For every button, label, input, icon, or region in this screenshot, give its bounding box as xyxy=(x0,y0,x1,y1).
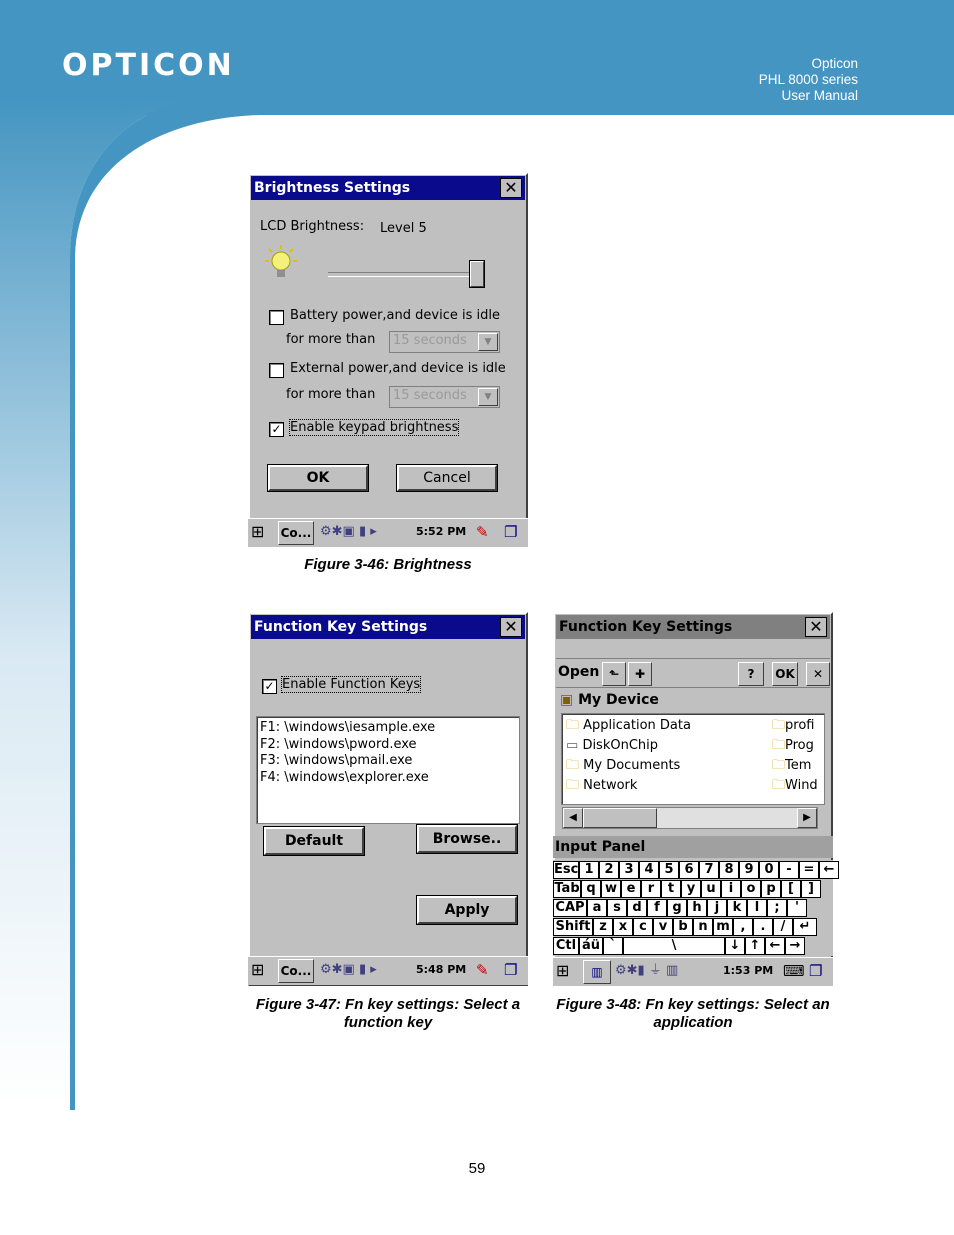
list-item[interactable]: 🗀 Network xyxy=(566,778,638,793)
ok-button[interactable]: OK xyxy=(268,465,368,491)
input-panel-title: Input Panel xyxy=(553,836,833,858)
keyboard-key[interactable]: Tab xyxy=(554,881,580,896)
external-timeout-select[interactable] xyxy=(389,386,500,408)
window-title: Brightness Settings xyxy=(254,180,411,196)
scroll-right-icon[interactable]: ▶ xyxy=(797,808,817,828)
keyboard-key[interactable]: l xyxy=(747,899,767,917)
horizontal-scrollbar[interactable] xyxy=(562,807,818,829)
keyboard-key[interactable]: 1 xyxy=(579,861,599,879)
keyboard-key[interactable]: \ xyxy=(623,937,725,955)
browse-button[interactable]: Browse.. xyxy=(417,825,517,853)
tray-icons[interactable]: ⚙✱▣ ▮ ▸ xyxy=(320,524,377,539)
folder-icon: 🗀 xyxy=(772,758,786,773)
keyboard-key[interactable]: 7 xyxy=(699,861,719,879)
brightness-titlebar xyxy=(251,176,525,200)
keyboard-key[interactable]: r xyxy=(641,880,661,898)
keyboard-key[interactable]: ` xyxy=(603,937,623,955)
function-key-titlebar xyxy=(251,615,525,639)
list-item[interactable]: ▭ DiskOnChip xyxy=(566,738,659,753)
keyboard-key[interactable]: = xyxy=(799,861,819,879)
keyboard-key[interactable]: 6 xyxy=(679,861,699,879)
keyboard-key[interactable]: ↑ xyxy=(745,937,765,955)
desktop-icon[interactable]: ❐ xyxy=(504,961,518,979)
keyboard-key[interactable]: CAP xyxy=(553,899,587,917)
keyboard-key[interactable]: [ xyxy=(781,880,801,898)
battery-checkbox[interactable] xyxy=(269,310,284,325)
caption-line: Figure 3-47: Fn key settings: Select a xyxy=(255,996,521,1013)
taskbar xyxy=(553,957,833,986)
keyboard-key[interactable]: 3 xyxy=(619,861,639,879)
taskbar xyxy=(248,518,528,547)
open-dialog-titlebar xyxy=(556,615,830,639)
ok-button[interactable]: OK xyxy=(772,662,798,686)
close-button[interactable]: ✕ xyxy=(500,178,522,198)
location-bar xyxy=(560,692,659,708)
enable-function-keys-label: Enable Function Keys xyxy=(282,677,421,692)
folder-icon: 🗀 xyxy=(772,778,786,793)
taskbar-clock: 5:48 PM xyxy=(416,963,467,976)
figure-caption-47 xyxy=(244,996,532,1032)
list-item[interactable]: 🗀Prog xyxy=(772,738,814,753)
close-button[interactable]: ✕ xyxy=(500,617,522,637)
keyboard-key[interactable]: 4 xyxy=(639,861,659,879)
dropdown-arrow-icon: ▼ xyxy=(478,333,498,351)
keyboard-key[interactable]: Esc xyxy=(554,862,579,877)
keyboard-key[interactable]: j xyxy=(707,899,727,917)
list-item[interactable]: 🗀 Application Data xyxy=(566,718,691,733)
list-item[interactable]: F3: \windows\pmail.exe xyxy=(260,753,413,768)
external-label: External power,and device is idle xyxy=(290,361,506,376)
battery-timeout-value: 15 seconds xyxy=(393,333,467,348)
product-name: PHL 8000 series xyxy=(758,72,858,87)
keyboard-key[interactable]: v xyxy=(653,918,673,936)
file-list[interactable] xyxy=(561,713,825,805)
disk-icon: ▭ xyxy=(566,738,579,753)
brightness-window xyxy=(248,173,528,547)
window-title: Function Key Settings xyxy=(559,619,733,635)
keypad-brightness-label: Enable keypad brightness xyxy=(290,420,459,435)
list-item[interactable]: F1: \windows\iesample.exe xyxy=(260,720,436,735)
scroll-left-icon[interactable]: ◀ xyxy=(563,808,583,828)
keyboard-key[interactable]: e xyxy=(621,880,641,898)
taskbar-clock: 5:52 PM xyxy=(416,525,467,538)
doc-name: User Manual xyxy=(781,88,858,103)
keyboard-key[interactable]: / xyxy=(773,918,793,936)
keyboard-key[interactable]: f xyxy=(647,899,667,917)
opticon-logo: OPTICON xyxy=(62,48,235,83)
keyboard-key[interactable]: n xyxy=(693,918,713,936)
figure-caption-46: Figure 3-46: Brightness xyxy=(304,556,472,573)
keyboard-key[interactable]: Shift xyxy=(553,918,593,936)
keyboard-key[interactable]: . xyxy=(753,918,773,936)
apply-button[interactable]: Apply xyxy=(417,896,517,924)
help-button[interactable]: ? xyxy=(738,662,764,686)
header-info xyxy=(759,56,858,104)
keyboard-key[interactable]: , xyxy=(733,918,753,936)
figure-caption-48 xyxy=(546,996,840,1032)
keyboard-key[interactable]: 8 xyxy=(719,861,739,879)
keyboard-key[interactable]: i xyxy=(721,880,741,898)
start-icon[interactable]: ⊞ xyxy=(251,960,265,979)
list-item[interactable]: 🗀profi xyxy=(772,718,815,733)
keyboard-key[interactable]: o xyxy=(741,880,761,898)
keyboard-key[interactable]: y xyxy=(681,880,701,898)
folder-icon: 🗀 xyxy=(772,718,786,733)
caption-line: Figure 3-48: Fn key settings: Select an xyxy=(556,996,830,1013)
lcd-brightness-label: LCD Brightness: xyxy=(260,219,365,234)
keyboard-key[interactable]: ; xyxy=(767,899,787,917)
list-item[interactable]: 🗀Wind xyxy=(772,778,818,793)
keyboard-key[interactable]: c xyxy=(633,918,653,936)
keyboard-key[interactable]: ' xyxy=(787,899,807,917)
company-name: Opticon xyxy=(811,56,858,71)
keyboard-key[interactable]: áü xyxy=(579,937,603,955)
function-key-list[interactable] xyxy=(256,716,520,824)
window-title: Function Key Settings xyxy=(254,619,428,635)
external-checkbox[interactable] xyxy=(269,363,284,378)
lightbulb-icon xyxy=(260,243,302,285)
close-icon[interactable]: ✕ xyxy=(806,662,830,686)
list-item[interactable]: F2: \windows\pword.exe xyxy=(260,736,417,752)
taskbar-app-button[interactable]: Co... xyxy=(278,521,314,545)
caption-line: application xyxy=(653,1014,733,1031)
keyboard-key[interactable]: h xyxy=(687,899,707,917)
brightness-slider-thumb[interactable] xyxy=(470,261,484,287)
battery-duration-label: for more than xyxy=(286,332,376,347)
folder-icon: 🗀 xyxy=(566,758,580,773)
new-folder-icon[interactable]: ✚ xyxy=(628,662,652,686)
keyboard-key[interactable]: ← xyxy=(819,861,839,879)
taskbar-clock: 1:53 PM xyxy=(723,964,774,977)
taskbar-app-icon[interactable]: ▥ xyxy=(583,960,611,984)
soft-keyboard xyxy=(553,860,833,956)
location-label: My Device xyxy=(578,692,659,708)
folder-icon: 🗀 xyxy=(772,738,786,753)
brightness-level: Level 5 xyxy=(380,221,427,236)
list-item[interactable]: 🗀 My Documents xyxy=(566,758,681,773)
scroll-thumb[interactable] xyxy=(583,808,657,828)
keyboard-key[interactable]: s xyxy=(607,899,627,917)
desktop-icon[interactable]: ❐ xyxy=(504,523,518,541)
keyboard-key[interactable]: k xyxy=(727,899,747,917)
close-button[interactable]: ✕ xyxy=(805,617,827,637)
open-toolbar xyxy=(556,658,830,688)
keyboard-key[interactable]: ← xyxy=(765,937,785,955)
keyboard-key[interactable]: b xyxy=(673,918,693,936)
keyboard-key[interactable]: w xyxy=(601,880,621,898)
open-label: Open xyxy=(558,664,600,680)
cancel-button[interactable]: Cancel xyxy=(397,465,497,491)
keyboard-key[interactable]: p xyxy=(761,880,781,898)
list-item[interactable]: F4: \windows\explorer.exe xyxy=(260,769,429,785)
keyboard-key[interactable]: a xyxy=(587,899,607,917)
keyboard-key[interactable]: 5 xyxy=(659,861,679,879)
keyboard-key[interactable]: z xyxy=(593,918,613,936)
caption-line: function key xyxy=(343,1014,433,1031)
keyboard-key[interactable]: ] xyxy=(801,880,821,898)
start-icon[interactable]: ⊞ xyxy=(251,522,265,541)
battery-label: Battery power,and device is idle xyxy=(290,308,500,323)
network-icon: 🗀 xyxy=(566,778,580,793)
input-method-icon[interactable]: ✎ xyxy=(476,523,489,541)
input-method-icon[interactable]: ✎ xyxy=(476,961,489,979)
page-number: 59 xyxy=(468,1160,486,1177)
enable-function-keys-checkbox[interactable]: ✓ xyxy=(262,679,277,694)
keyboard-key[interactable]: → xyxy=(785,937,805,955)
battery-timeout-select[interactable] xyxy=(389,331,500,353)
keyboard-key[interactable]: x xyxy=(613,918,633,936)
list-item[interactable]: 🗀Tem xyxy=(772,758,812,773)
device-icon: ▣ xyxy=(560,692,574,708)
keyboard-key[interactable]: g xyxy=(667,899,687,917)
up-folder-icon[interactable]: ⬑ xyxy=(602,662,626,686)
folder-icon: 🗀 xyxy=(566,718,580,733)
tray-icons[interactable]: ⚙✱▣ ▮ ▸ xyxy=(320,962,377,977)
keyboard-key[interactable]: t xyxy=(661,880,681,898)
taskbar xyxy=(248,956,528,985)
keyboard-key[interactable]: - xyxy=(779,861,799,879)
keyboard-icon[interactable]: ⌨ xyxy=(783,962,805,980)
keyboard-key[interactable]: 9 xyxy=(739,861,759,879)
taskbar-app-button[interactable]: Co... xyxy=(278,959,314,983)
keyboard-key[interactable]: q xyxy=(581,880,601,898)
keyboard-key[interactable]: ↵ xyxy=(793,918,817,936)
function-key-window xyxy=(248,612,528,986)
keyboard-key[interactable]: u xyxy=(701,880,721,898)
keyboard-key[interactable]: d xyxy=(627,899,647,917)
desktop-icon[interactable]: ❐ xyxy=(809,962,823,980)
keyboard-key[interactable]: ↓ xyxy=(725,937,745,955)
external-duration-label: for more than xyxy=(286,387,376,402)
dropdown-arrow-icon: ▼ xyxy=(478,388,498,406)
keypad-brightness-checkbox[interactable]: ✓ xyxy=(269,422,284,437)
keyboard-key[interactable]: m xyxy=(713,918,733,936)
header-swoosh xyxy=(0,0,260,1110)
tray-icons[interactable]: ⚙✱▮ ⏚ ▥ xyxy=(615,963,679,978)
external-timeout-value: 15 seconds xyxy=(393,388,467,403)
open-dialog-window xyxy=(553,612,833,986)
keyboard-key[interactable]: Ctl xyxy=(553,937,579,955)
start-icon[interactable]: ⊞ xyxy=(556,961,570,980)
default-button[interactable]: Default xyxy=(264,827,364,855)
keyboard-key[interactable]: 0 xyxy=(759,861,779,879)
brightness-slider-track[interactable] xyxy=(328,272,476,277)
keyboard-key[interactable]: 2 xyxy=(599,861,619,879)
